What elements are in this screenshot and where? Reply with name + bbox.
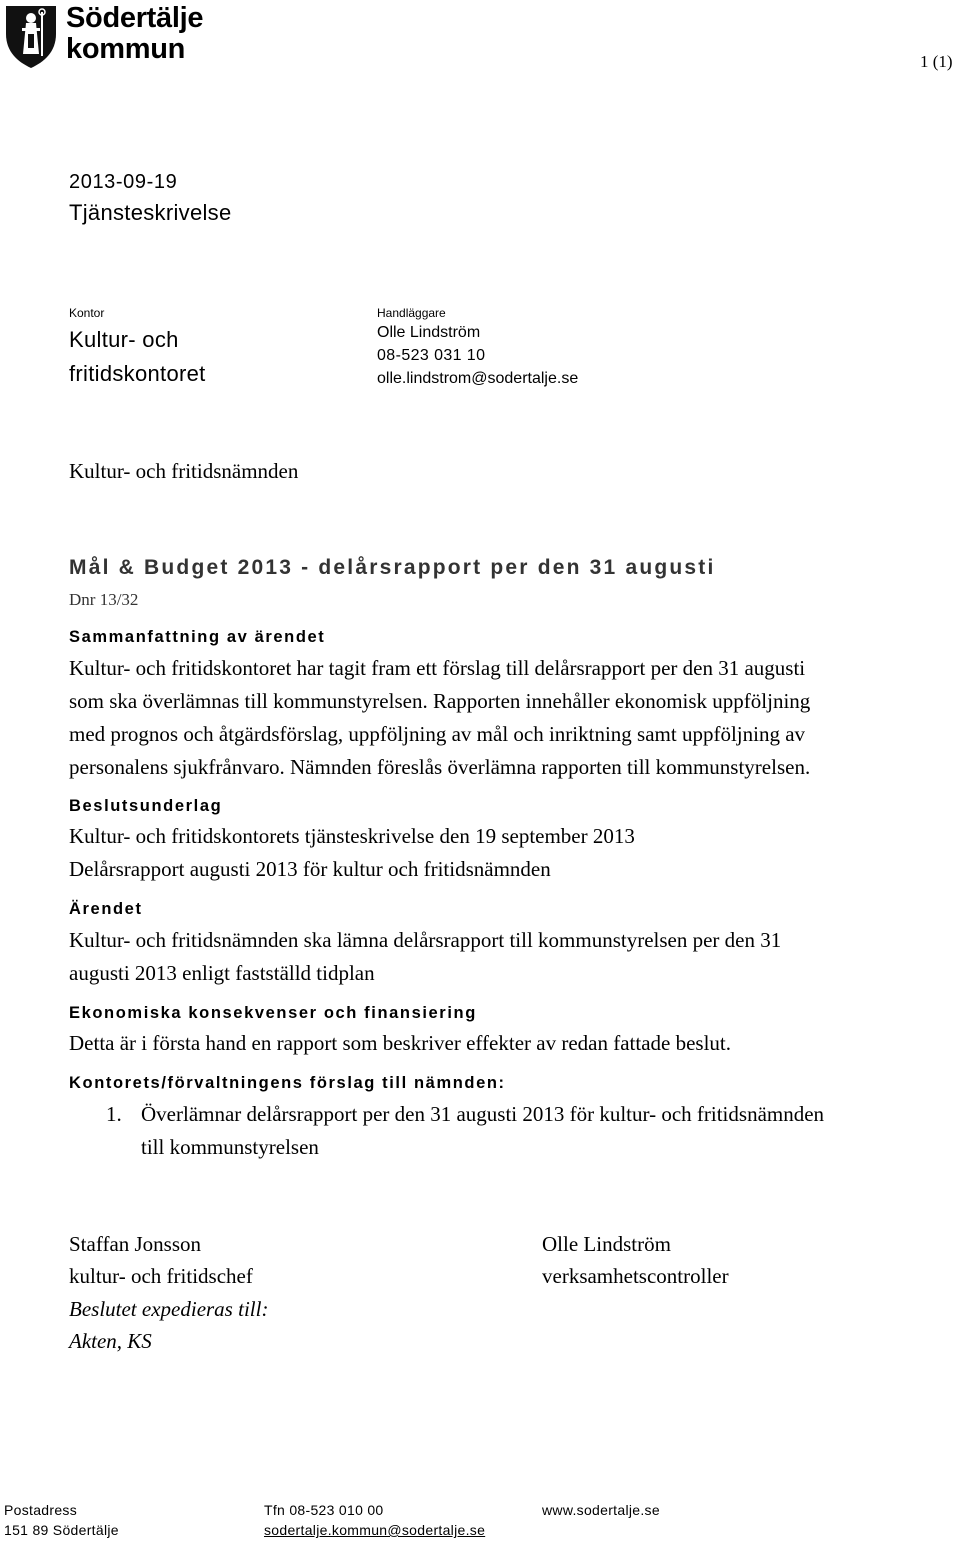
summary-heading: Sammanfattning av ärendet — [69, 628, 326, 646]
co-signatory-title: verksamhetscontroller — [542, 1264, 729, 1288]
summary-line: Kultur- och fritidskontoret har tagit fram ett förslag till delårsrapport per den 31 augusti — [69, 656, 806, 680]
logo-text-line1: Södertälje — [66, 2, 204, 34]
footer-email-link[interactable]: sodertalje.kommun@sodertalje.se — [264, 1522, 486, 1538]
document-title: Mål & Budget 2013 - delårsrapport per den 31 augusti — [69, 556, 716, 579]
handler-name: Olle Lindström — [377, 324, 481, 341]
proposal-line: Överlämnar delårsrapport per den 31 augusti 2013 för kultur- och fritidsnämnden — [141, 1102, 825, 1126]
office-name: Kultur- och fritidskontoret — [69, 327, 206, 386]
proposal-line: till kommunstyrelsen — [141, 1135, 319, 1159]
proposal-heading: Kontorets/förvaltningens förslag till nämnden: — [69, 1074, 506, 1092]
summary-line: med prognos och åtgärdsförslag, uppföljning av mål och inriktning samt uppföljning av — [69, 722, 806, 746]
document-type: Tjänsteskrivelse — [69, 200, 232, 225]
municipality-logo — [4, 2, 204, 70]
basis-line: Kultur- och fritidskontorets tjänsteskrivelse den 19 september 2013 — [69, 824, 635, 848]
matter-line: Kultur- och fritidsnämnden ska lämna delårsrapport till kommunstyrelsen per den 31 — [69, 928, 782, 952]
footer-phone: Tfn 08-523 010 00 — [264, 1502, 384, 1518]
economics-line: Detta är i första hand en rapport som beskriver effekter av redan fattade beslut. — [69, 1031, 732, 1055]
summary-line: som ska överlämnas till kommunstyrelsen. Rapporten innehåller ekonomisk uppföljning — [69, 689, 811, 713]
matter-line: augusti 2013 enligt fastställd tidplan — [69, 961, 375, 985]
signatory-title: kultur- och fritidschef — [69, 1264, 253, 1288]
handler-label: Handläggare — [377, 306, 446, 320]
coat-of-arms-icon — [4, 4, 58, 70]
footer-address-label: Postadress — [4, 1502, 78, 1518]
logo-text-line2: kommun — [66, 33, 186, 65]
distribution-list: Akten, KS — [69, 1329, 152, 1353]
matter-heading: Ärendet — [69, 900, 143, 918]
basis-heading: Beslutsunderlag — [69, 797, 223, 815]
handler-email: olle.lindstrom@sodertalje.se — [377, 370, 579, 387]
summary-line: personalens sjukfrånvaro. Nämnden föreslås överlämna rapporten till kommunstyrelsen. — [69, 755, 811, 779]
page-number: 1 (1) — [920, 52, 953, 71]
proposal-number: 1. — [106, 1102, 122, 1126]
basis-line: Delårsrapport augusti 2013 för kultur och fritidsnämnden — [69, 857, 551, 881]
co-signatory-name: Olle Lindström — [542, 1232, 671, 1256]
recipient-committee: Kultur- och fritidsnämnden — [69, 459, 299, 483]
economics-heading: Ekonomiska konsekvenser och finansiering — [69, 1004, 477, 1022]
case-number: Dnr 13/32 — [69, 590, 139, 609]
signatory-name: Staffan Jonsson — [69, 1232, 202, 1256]
footer-address: 151 89 Södertälje — [4, 1522, 119, 1538]
footer-website: www.sodertalje.se — [542, 1502, 660, 1518]
distribution-label: Beslutet expedieras till: — [69, 1297, 269, 1321]
office-label: Kontor — [69, 306, 105, 320]
handler-phone: 08-523 031 10 — [377, 347, 486, 364]
document-date: 2013-09-19 — [69, 171, 178, 193]
